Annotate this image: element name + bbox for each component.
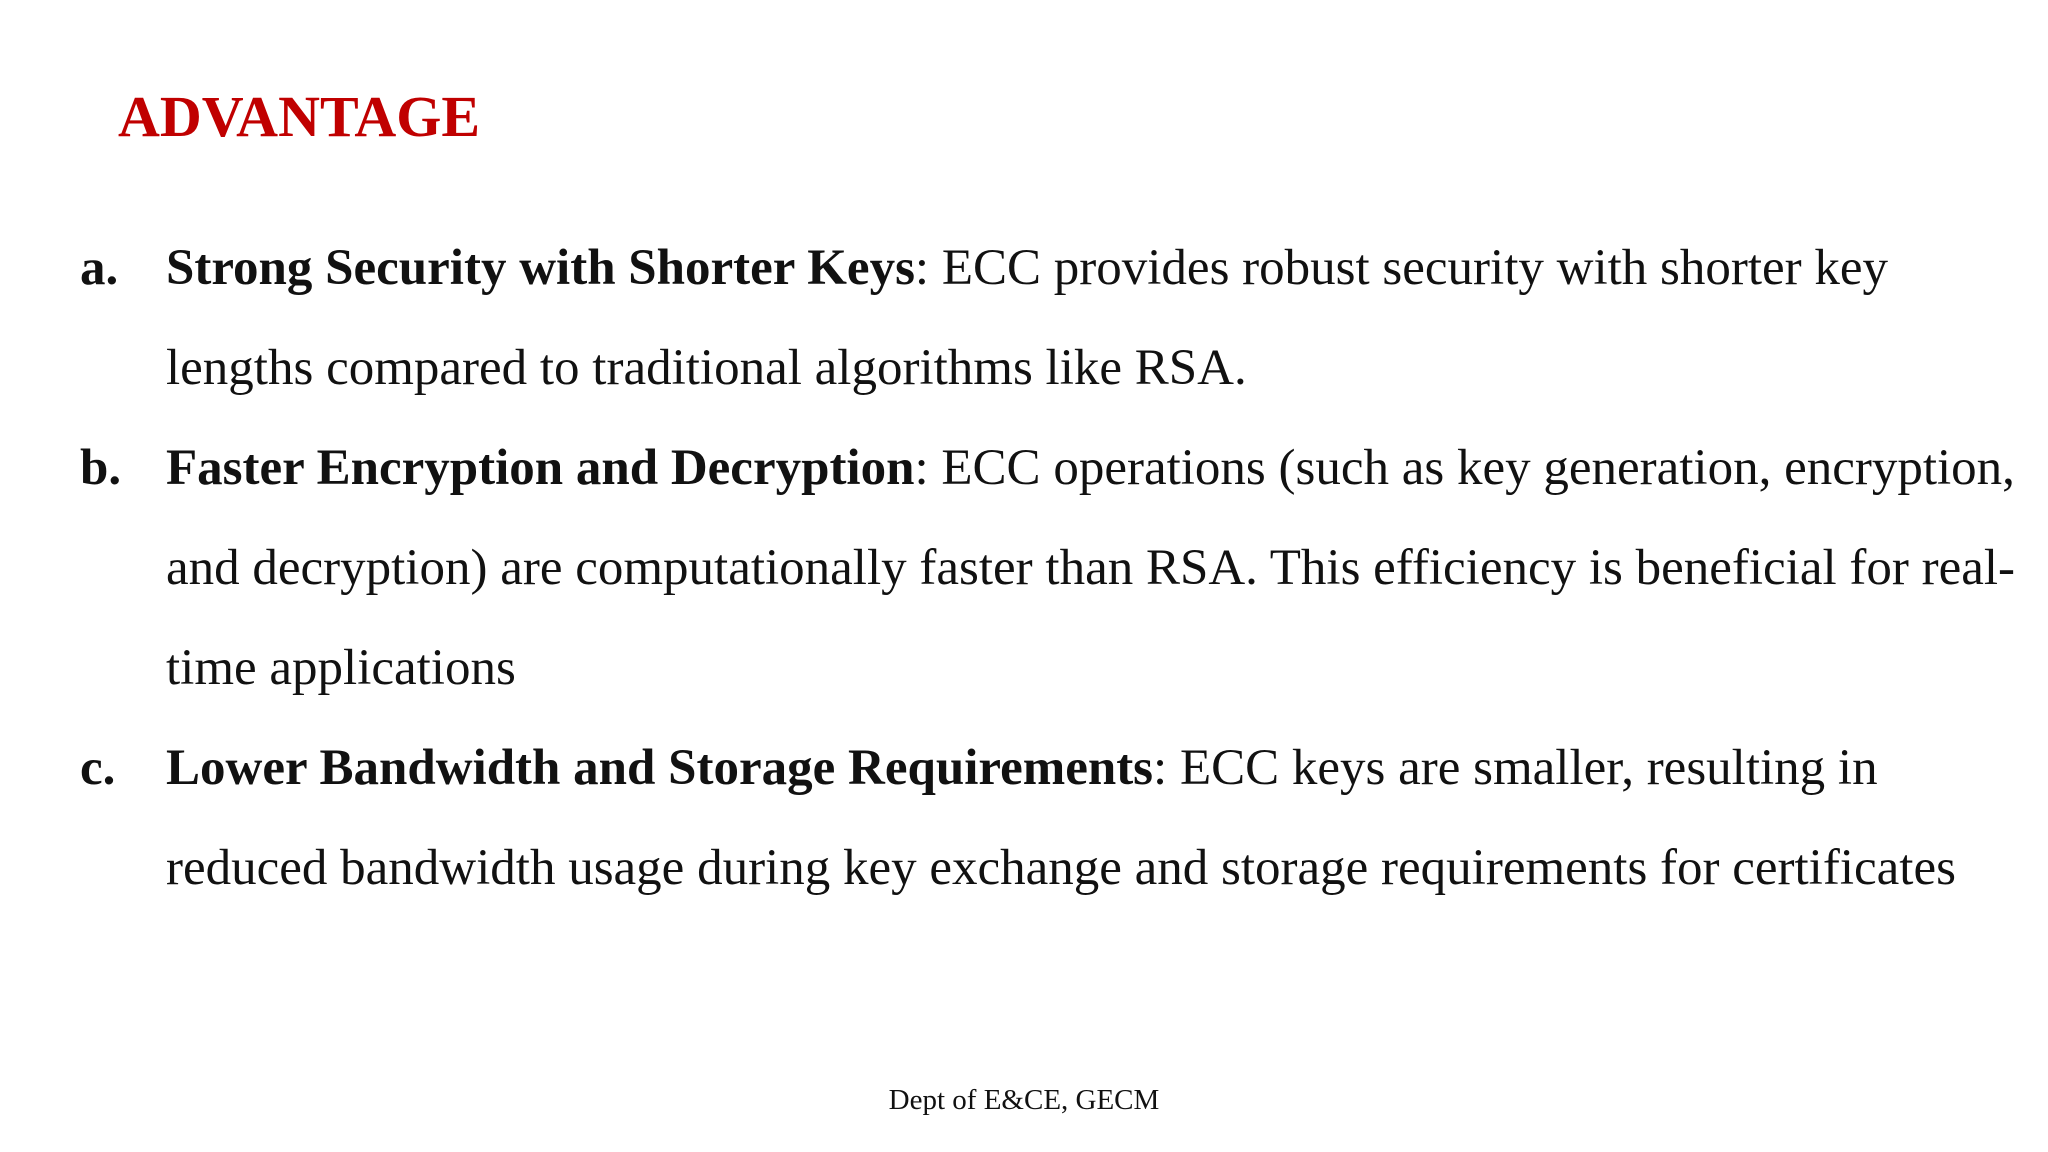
advantage-list <box>80 218 2040 918</box>
advantage-item-faster-encryption <box>80 418 2040 718</box>
item-separator: : <box>1153 740 1168 796</box>
item-marker: c. <box>80 740 116 796</box>
slide-footer: Dept of E&CE, GECM <box>888 1084 1160 1116</box>
item-separator: : <box>914 440 929 496</box>
item-text: ECC operations (such as key generation, encryption, and decryption) are computationally faster than RSA. This efficiency is beneficial for real-time applications <box>166 440 2016 696</box>
item-heading: Faster Encryption and Decryption <box>166 440 915 496</box>
slide-title: ADVANTAGE <box>118 84 481 149</box>
item-marker: b. <box>80 440 122 496</box>
advantage-item-strong-security <box>80 218 2040 418</box>
item-separator: : <box>914 240 930 296</box>
item-text: ECC provides robust security with shorter key lengths compared to traditional algorithms like RSA. <box>166 240 1889 396</box>
item-marker: a. <box>80 240 119 296</box>
item-heading: Strong Security with Shorter Keys <box>166 240 915 296</box>
item-heading: Lower Bandwidth and Storage Requirements <box>166 740 1154 796</box>
advantage-item-lower-bandwidth <box>80 718 2040 918</box>
item-text: ECC keys are smaller, resulting in reduced bandwidth usage during key exchange and storage requirements for certificates <box>166 740 1956 896</box>
